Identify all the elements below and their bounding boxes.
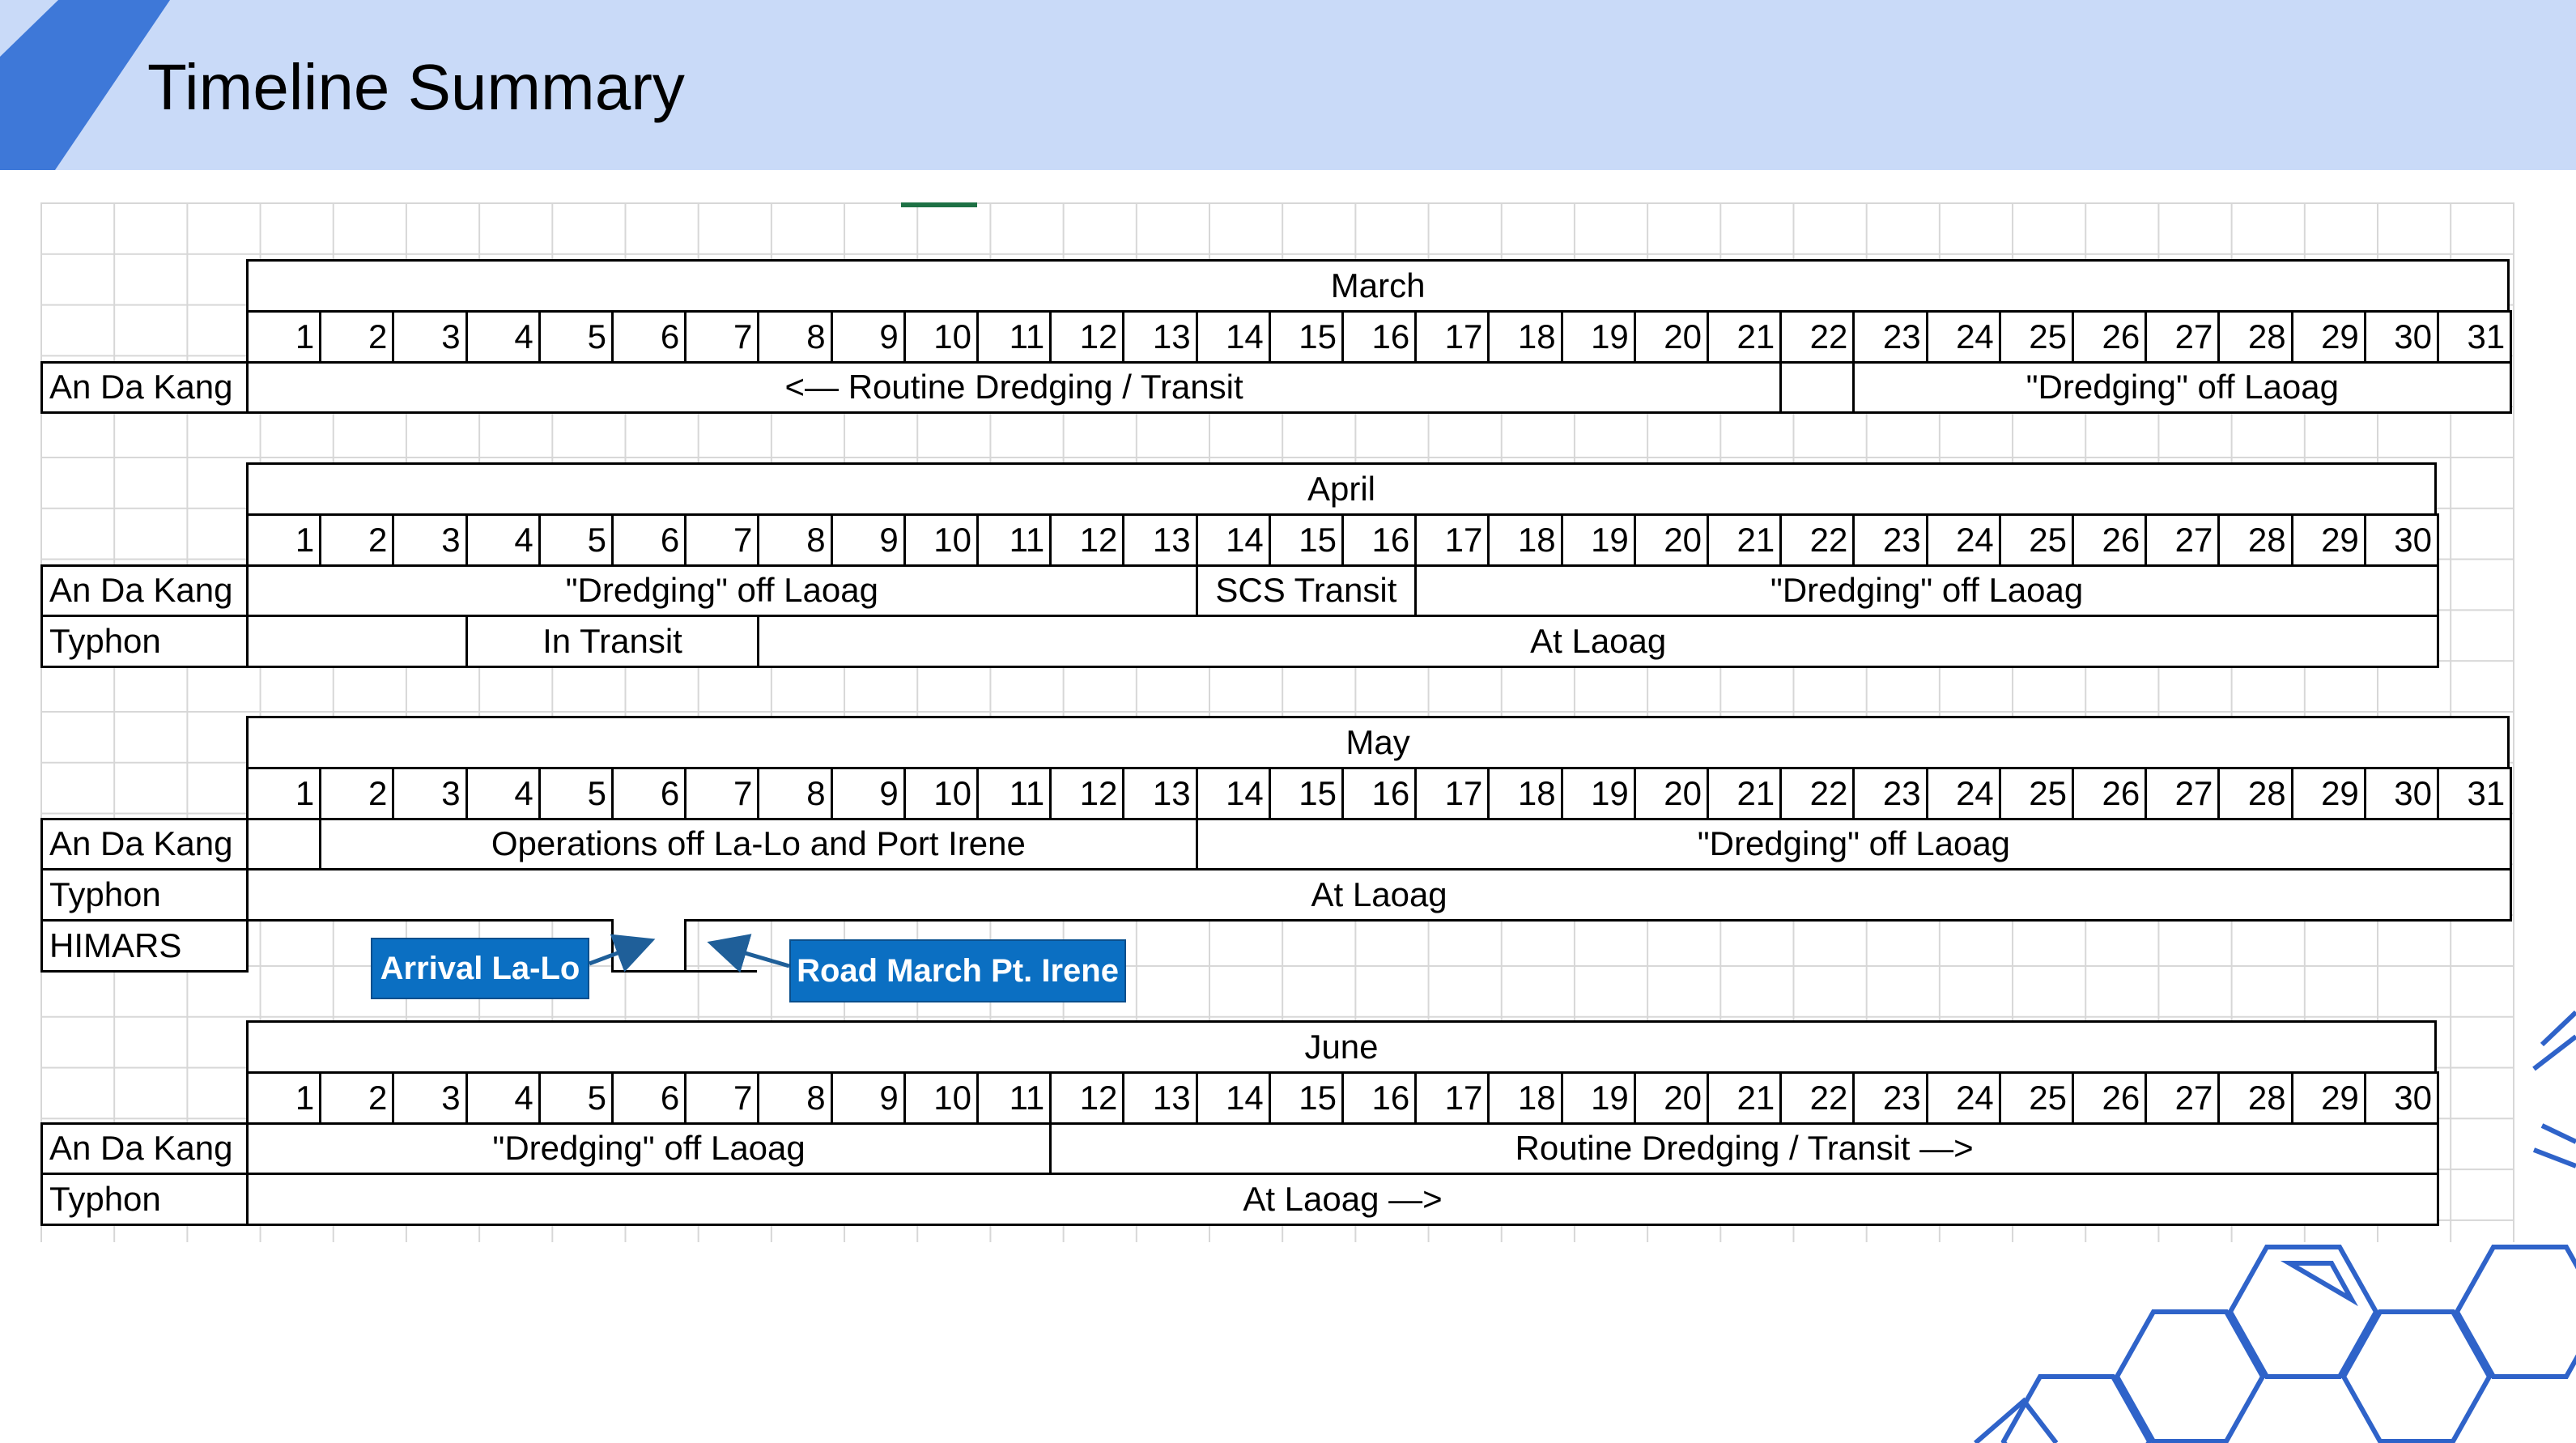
day-number: 19 <box>1561 767 1636 820</box>
month-header-april: April <box>246 462 2437 516</box>
day-number: 7 <box>684 513 759 567</box>
day-number: 22 <box>1779 310 1855 364</box>
day-number: 12 <box>1049 1071 1124 1125</box>
day-number: 27 <box>2145 1071 2220 1125</box>
day-number: 14 <box>1196 310 1271 364</box>
day-number: 20 <box>1634 310 1709 364</box>
row-label: An Da Kang <box>40 564 249 618</box>
day-number: 21 <box>1707 310 1782 364</box>
day-number: 12 <box>1049 767 1124 820</box>
day-number: 6 <box>611 767 687 820</box>
timeline-segment: "Dredging" off Laoag <box>246 1122 1052 1176</box>
day-number: 13 <box>1122 513 1197 567</box>
day-number: 11 <box>976 513 1052 567</box>
callout-road-march-pt-irene: Road March Pt. Irene <box>789 939 1126 1002</box>
day-number: 25 <box>1999 310 2074 364</box>
day-number: 26 <box>2072 513 2147 567</box>
day-number: 26 <box>2072 310 2147 364</box>
day-number: 31 <box>2437 310 2512 364</box>
day-number: 3 <box>392 767 467 820</box>
day-number: 9 <box>831 513 906 567</box>
day-number: 30 <box>2364 767 2439 820</box>
day-number: 19 <box>1561 513 1636 567</box>
timeline-segment: Operations off La-Lo and Port Irene <box>319 818 1197 871</box>
day-number: 25 <box>1999 767 2074 820</box>
day-number: 28 <box>2217 513 2293 567</box>
callout-arrival-la-lo: Arrival La-Lo <box>371 938 589 999</box>
day-number: 11 <box>976 767 1052 820</box>
day-number: 7 <box>684 767 759 820</box>
day-number: 31 <box>2437 767 2512 820</box>
day-number: 24 <box>1926 513 2001 567</box>
day-number: 1 <box>246 310 321 364</box>
row-label: HIMARS <box>40 919 249 973</box>
day-number: 7 <box>684 1071 759 1125</box>
timeline-segment: "Dredging" off Laoag <box>1196 818 2513 871</box>
day-number: 28 <box>2217 767 2293 820</box>
row-label: Typhon <box>40 1173 249 1226</box>
day-number: 10 <box>903 767 979 820</box>
day-number: 22 <box>1779 513 1855 567</box>
day-number: 10 <box>903 513 979 567</box>
day-number: 29 <box>2291 310 2366 364</box>
day-number: 4 <box>465 513 541 567</box>
day-number: 9 <box>831 1071 906 1125</box>
month-header-march: March <box>246 259 2510 313</box>
day-number: 16 <box>1341 513 1417 567</box>
day-number: 4 <box>465 310 541 364</box>
day-number: 25 <box>1999 1071 2074 1125</box>
day-number: 27 <box>2145 513 2220 567</box>
day-number: 16 <box>1341 1071 1417 1125</box>
day-number: 15 <box>1269 1071 1344 1125</box>
day-number: 3 <box>392 1071 467 1125</box>
day-number: 6 <box>611 1071 687 1125</box>
day-number: 5 <box>538 767 614 820</box>
day-number: 12 <box>1049 310 1124 364</box>
timeline-segment: "Dredging" off Laoag <box>246 564 1198 618</box>
day-number: 29 <box>2291 513 2366 567</box>
timeline-segment: SCS Transit <box>1196 564 1418 618</box>
day-number: 11 <box>976 310 1052 364</box>
day-number: 18 <box>1487 310 1562 364</box>
day-number: 19 <box>1561 310 1636 364</box>
day-number: 19 <box>1561 1071 1636 1125</box>
row-label: An Da Kang <box>40 1122 249 1176</box>
day-number: 13 <box>1122 310 1197 364</box>
day-number: 30 <box>2364 513 2439 567</box>
month-header-june: June <box>246 1020 2437 1074</box>
day-number: 16 <box>1341 310 1417 364</box>
timeline-segment: In Transit <box>465 615 760 668</box>
day-number: 13 <box>1122 767 1197 820</box>
day-number: 4 <box>465 767 541 820</box>
day-number: 28 <box>2217 310 2293 364</box>
day-number: 17 <box>1414 1071 1490 1125</box>
day-number: 8 <box>757 767 832 820</box>
day-number: 29 <box>2291 1071 2366 1125</box>
day-number: 11 <box>976 1071 1052 1125</box>
day-number: 22 <box>1779 1071 1855 1125</box>
day-number: 20 <box>1634 767 1709 820</box>
day-number: 26 <box>2072 1071 2147 1125</box>
month-header-may: May <box>246 716 2510 769</box>
day-number: 6 <box>611 513 687 567</box>
day-number: 23 <box>1852 767 1928 820</box>
timeline-segment: "Dredging" off Laoag <box>1414 564 2439 618</box>
day-number: 30 <box>2364 310 2439 364</box>
day-number: 20 <box>1634 513 1709 567</box>
day-number: 13 <box>1122 1071 1197 1125</box>
day-number: 2 <box>319 1071 394 1125</box>
timeline-segment: <— Routine Dredging / Transit <box>246 361 1782 415</box>
day-number: 6 <box>611 310 687 364</box>
day-number: 29 <box>2291 767 2366 820</box>
day-number: 17 <box>1414 513 1490 567</box>
day-number: 3 <box>392 513 467 567</box>
day-number: 2 <box>319 513 394 567</box>
day-number: 21 <box>1707 767 1782 820</box>
day-number: 12 <box>1049 513 1124 567</box>
day-number: 10 <box>903 310 979 364</box>
day-number: 8 <box>757 513 832 567</box>
day-number: 26 <box>2072 767 2147 820</box>
day-number: 21 <box>1707 513 1782 567</box>
day-number: 15 <box>1269 310 1344 364</box>
timeline-segment: At Laoag <box>246 868 2512 922</box>
day-number: 4 <box>465 1071 541 1125</box>
day-number: 14 <box>1196 513 1271 567</box>
timeline-segment: "Dredging" off Laoag <box>1852 361 2512 415</box>
day-number: 5 <box>538 513 614 567</box>
day-number: 8 <box>757 1071 832 1125</box>
timeline-segment: At Laoag <box>757 615 2439 668</box>
day-number: 9 <box>831 767 906 820</box>
day-number: 3 <box>392 310 467 364</box>
day-number: 14 <box>1196 1071 1271 1125</box>
page-title: Timeline Summary <box>147 51 685 123</box>
day-number: 1 <box>246 767 321 820</box>
day-number: 10 <box>903 1071 979 1125</box>
day-number: 21 <box>1707 1071 1782 1125</box>
day-number: 25 <box>1999 513 2074 567</box>
day-number: 2 <box>319 310 394 364</box>
day-number: 20 <box>1634 1071 1709 1125</box>
day-number: 16 <box>1341 767 1417 820</box>
row-label: An Da Kang <box>40 361 249 415</box>
day-number: 17 <box>1414 767 1490 820</box>
day-number: 27 <box>2145 767 2220 820</box>
day-number: 18 <box>1487 513 1562 567</box>
day-number: 7 <box>684 310 759 364</box>
day-number: 24 <box>1926 310 2001 364</box>
day-number: 15 <box>1269 513 1344 567</box>
timeline-segment: Routine Dredging / Transit —> <box>1049 1122 2439 1176</box>
day-number: 23 <box>1852 513 1928 567</box>
day-number: 23 <box>1852 1071 1928 1125</box>
day-number: 23 <box>1852 310 1928 364</box>
day-number: 1 <box>246 513 321 567</box>
row-label: Typhon <box>40 868 249 922</box>
day-number: 28 <box>2217 1071 2293 1125</box>
row-label: Typhon <box>40 615 249 668</box>
day-number: 27 <box>2145 310 2220 364</box>
day-number: 24 <box>1926 1071 2001 1125</box>
day-number: 24 <box>1926 767 2001 820</box>
day-number: 15 <box>1269 767 1344 820</box>
day-number: 1 <box>246 1071 321 1125</box>
day-number: 22 <box>1779 767 1855 820</box>
day-number: 18 <box>1487 1071 1562 1125</box>
timeline-segment: At Laoag —> <box>246 1173 2439 1226</box>
day-number: 9 <box>831 310 906 364</box>
day-number: 18 <box>1487 767 1562 820</box>
day-number: 5 <box>538 310 614 364</box>
day-number: 8 <box>757 310 832 364</box>
day-number: 17 <box>1414 310 1490 364</box>
day-number: 14 <box>1196 767 1271 820</box>
day-number: 5 <box>538 1071 614 1125</box>
day-number: 2 <box>319 767 394 820</box>
day-number: 30 <box>2364 1071 2439 1125</box>
row-label: An Da Kang <box>40 818 249 871</box>
